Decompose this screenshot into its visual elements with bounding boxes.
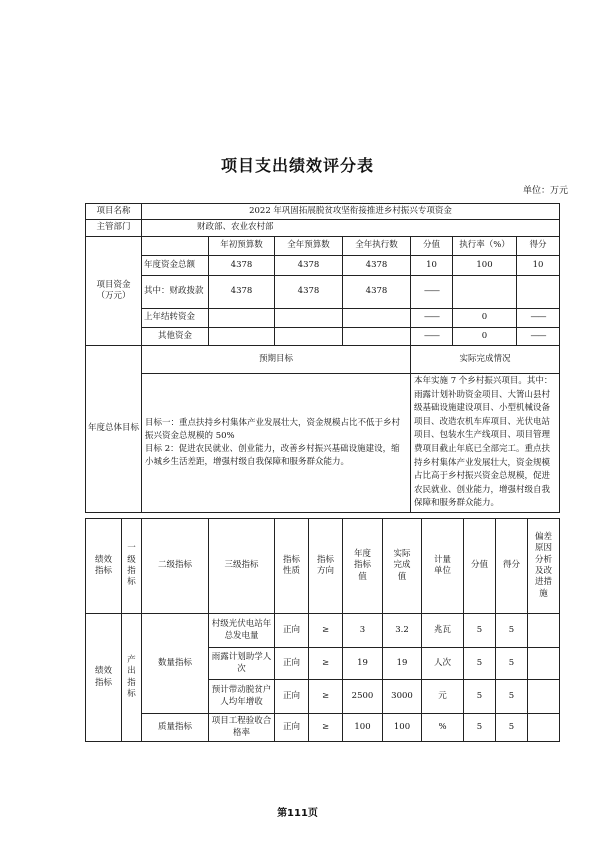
perf-deviation	[528, 614, 560, 648]
funds-annual: 4378	[275, 276, 343, 309]
perf-target: 100	[343, 714, 383, 742]
perf-header-target: 年度 指标 值	[343, 519, 383, 614]
funds-score-max: ——	[411, 276, 453, 309]
funds-score-max: ——	[411, 328, 453, 346]
perf-unit: %	[422, 714, 464, 742]
goals-expected-header: 预期目标	[142, 346, 411, 374]
perf-header-direction: 指标 方向	[309, 519, 343, 614]
funds-header-score-max: 分值	[411, 237, 453, 256]
funds-score: 10	[517, 256, 560, 276]
perf-unit: 元	[422, 680, 464, 714]
funds-executed: 4378	[343, 276, 411, 309]
funds-rate: 0	[453, 328, 517, 346]
perf-score: 5	[496, 714, 528, 742]
goals-label: 年度总体目标	[86, 346, 142, 513]
perf-header-group: 绩效 指标	[86, 519, 122, 614]
perf-header-score-max: 分值	[464, 519, 496, 614]
funds-row	[86, 309, 560, 328]
perf-level1-label: 产 出 指 标	[122, 614, 142, 742]
goals-actual-header: 实际完成情况	[411, 346, 560, 374]
funds-score	[517, 276, 560, 309]
perf-actual: 3.2	[383, 614, 422, 648]
perf-score-max: 5	[464, 714, 496, 742]
funds-score: ——	[517, 309, 560, 328]
perf-level3: 雨露计划助学人次	[209, 648, 275, 680]
perf-deviation	[528, 680, 560, 714]
evaluation-table-top	[85, 203, 560, 513]
funds-score-max: ——	[411, 309, 453, 328]
funds-annual: 4378	[275, 256, 343, 276]
perf-unit: 兆瓦	[422, 614, 464, 648]
perf-nature: 正向	[275, 714, 309, 742]
dept-value: 财政部、农业农村部	[142, 220, 560, 237]
goals-actual-text: 本年实施 7 个乡村振兴项目。其中：雨露计划补助资金项目、大箐山县村级基础设施建设项目、小型机械设备项目、改造农机车库项目、光伏电站项目、包装水生产线项目、项目管理费项目截止年底已全部完工。重点扶持乡村集体产业发展壮大，资金规模占比高于乡村振兴资金总规模，促进农民就业、创业能力，增强村级自我保障和服务群众能力。	[411, 374, 560, 513]
perf-score: 5	[496, 648, 528, 680]
perf-header-deviation: 偏差 原因 分析 及改 进措 施	[528, 519, 560, 614]
table-row	[86, 714, 560, 742]
perf-header-level1: 一 级 指 标	[122, 519, 142, 614]
goals-expected-text: 目标一：重点扶持乡村集体产业发展壮大，资金规模占比不低于乡村振兴资金总规模的 50% 目标 2：促进农民就业、创业能力，改善乡村振兴基础设施建设，缩小城乡生活差距，增强村级自我保障和服务群众能力。	[142, 374, 411, 513]
funds-group-label: 项目资金 （万元）	[86, 237, 142, 346]
perf-direction: ≥	[309, 614, 343, 648]
project-name-label: 项目名称	[86, 204, 142, 220]
perf-actual: 3000	[383, 680, 422, 714]
funds-score-max: 10	[411, 256, 453, 276]
perf-score-max: 5	[464, 648, 496, 680]
page-title: 项目支出绩效评分表	[220, 156, 374, 175]
perf-target: 2500	[343, 680, 383, 714]
perf-direction: ≥	[309, 680, 343, 714]
perf-header-actual: 实际 完成 值	[383, 519, 422, 614]
funds-initial	[209, 328, 275, 346]
funds-row-label: 年度资金总额	[142, 256, 209, 276]
perf-level2: 质量指标	[142, 714, 209, 742]
funds-header-executed: 全年执行数	[343, 237, 411, 256]
funds-header-score: 得分	[517, 237, 560, 256]
perf-score-max: 5	[464, 614, 496, 648]
perf-nature: 正向	[275, 614, 309, 648]
funds-row	[86, 328, 560, 346]
perf-header-score: 得分	[496, 519, 528, 614]
perf-score: 5	[496, 614, 528, 648]
project-name-value: 2022 年巩固拓展脱贫攻坚衔接推进乡村振兴专项资金	[142, 204, 560, 220]
funds-annual	[275, 309, 343, 328]
funds-row-label: 上年结转资金	[142, 309, 209, 328]
perf-nature: 正向	[275, 648, 309, 680]
dept-label: 主管部门	[86, 220, 142, 237]
funds-rate: 100	[453, 256, 517, 276]
perf-level2: 数量指标	[142, 614, 209, 714]
table-row	[86, 614, 560, 648]
funds-initial: 4378	[209, 256, 275, 276]
funds-row-label: 其中：财政拨款	[142, 276, 209, 309]
funds-header-annual: 全年预算数	[275, 237, 343, 256]
funds-executed	[343, 309, 411, 328]
funds-score: ——	[517, 328, 560, 346]
perf-actual: 100	[383, 714, 422, 742]
perf-header-nature: 指标 性质	[275, 519, 309, 614]
page-number: 第111页	[277, 808, 318, 819]
perf-actual: 19	[383, 648, 422, 680]
perf-deviation	[528, 648, 560, 680]
funds-rate	[453, 276, 517, 309]
perf-direction: ≥	[309, 714, 343, 742]
perf-header-level2: 二级指标	[142, 519, 209, 614]
funds-row	[86, 276, 560, 309]
funds-row	[86, 256, 560, 276]
funds-header-initial: 年初预算数	[209, 237, 275, 256]
perf-nature: 正向	[275, 680, 309, 714]
perf-group-label: 绩效 指标	[86, 614, 122, 742]
perf-header-level3: 三级指标	[209, 519, 275, 614]
perf-header-unit: 计量 单位	[422, 519, 464, 614]
perf-level3: 项目工程验收合格率	[209, 714, 275, 742]
funds-executed	[343, 328, 411, 346]
funds-executed: 4378	[343, 256, 411, 276]
funds-initial	[209, 309, 275, 328]
perf-target: 3	[343, 614, 383, 648]
perf-target: 19	[343, 648, 383, 680]
perf-score: 5	[496, 680, 528, 714]
funds-row-label: 其他资金	[142, 328, 209, 346]
unit-label: 单位：万元	[522, 186, 568, 196]
funds-rate: 0	[453, 309, 517, 328]
perf-unit: 人次	[422, 648, 464, 680]
funds-header-rate: 执行率（%）	[453, 237, 517, 256]
perf-level3: 预计带动脱贫户人均年增收	[209, 680, 275, 714]
funds-header-blank	[142, 237, 209, 256]
perf-direction: ≥	[309, 648, 343, 680]
funds-annual	[275, 328, 343, 346]
perf-level3: 村级光伏电站年总发电量	[209, 614, 275, 648]
funds-initial: 4378	[209, 276, 275, 309]
performance-table	[85, 518, 560, 742]
perf-deviation	[528, 714, 560, 742]
perf-score-max: 5	[464, 680, 496, 714]
